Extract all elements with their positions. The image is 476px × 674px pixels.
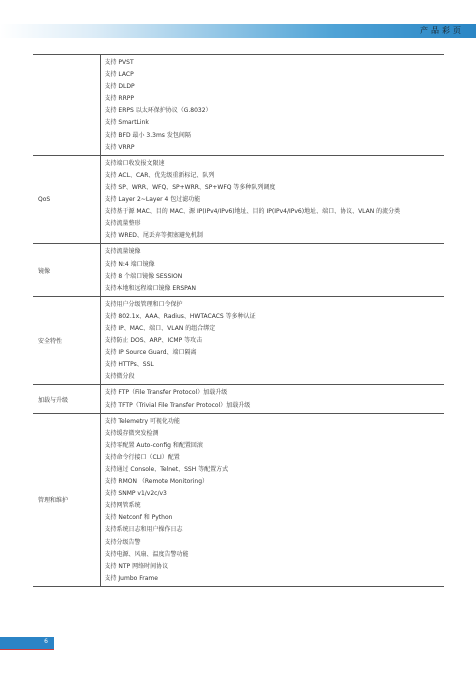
- spec-row: [33, 155, 444, 244]
- feature-list: [100, 244, 444, 296]
- feature-item: 支持用户分级管理和口令保护: [104, 300, 183, 308]
- category-label: 加载与升级: [33, 385, 100, 413]
- feature-item: 支持网管系统: [104, 502, 141, 510]
- feature-item: 支持本地和远程端口镜像 ERSPAN: [104, 284, 197, 292]
- category-label: QoS: [33, 155, 100, 244]
- feature-item: 支持 LACP: [104, 71, 134, 79]
- feature-item: 支持 Telemetry 可视化功能: [104, 417, 180, 425]
- category-label: 镜像: [33, 244, 100, 296]
- spec-row: [33, 413, 444, 586]
- feature-item: 支持通过 Console、Telnet、SSH 等配置方式: [104, 466, 229, 473]
- category-label: 管理和维护: [33, 413, 100, 586]
- header-bar: [0, 24, 476, 38]
- feature-item: 支持 ERPS 以太环保护协议（G.8032）: [104, 107, 212, 115]
- feature-item: 支持 RMON （Remote Monitoring）: [104, 478, 209, 486]
- header-title: 产品彩页: [420, 26, 464, 35]
- feature-list: [100, 55, 444, 156]
- feature-item: 支持 SNMP v1/v2c/v3: [104, 490, 167, 498]
- feature-item: 支持 SmartLink: [104, 119, 149, 127]
- feature-list: [100, 385, 444, 413]
- feature-item: 支持 WRED、尾丢弃等拥塞避免机制: [104, 232, 203, 240]
- feature-item: 支持流量整形: [104, 220, 141, 228]
- feature-item: 支持 NTP 网络时间协议: [104, 562, 169, 570]
- feature-item: 支持分级告警: [104, 538, 141, 546]
- feature-item: 支持端口收发报文限速: [104, 159, 165, 167]
- spec-row: [33, 244, 444, 296]
- spec-row: [33, 55, 444, 156]
- feature-list: [100, 155, 444, 244]
- feature-item: 支持 Netconf 和 Python: [104, 514, 173, 522]
- feature-item: 支持 IP Source Guard、端口隔离: [104, 349, 197, 357]
- feature-item: 支持 8 个端口镜像 SESSION: [104, 272, 183, 280]
- spec-row: [33, 296, 444, 385]
- feature-item: 支持 Layer 2~Layer 4 包过滤功能: [104, 196, 201, 204]
- feature-list: [100, 296, 444, 385]
- feature-item: 支持系统日志和用户操作日志: [104, 526, 183, 534]
- feature-item: 支持命令行接口（CLI）配置: [104, 453, 180, 461]
- feature-item: 支持流量镜像: [104, 248, 141, 256]
- feature-item: 支持 ACL、CAR、优先级重新标记、队列: [104, 171, 215, 179]
- feature-list: [100, 413, 444, 586]
- feature-item: 支持基于源 MAC、目的 MAC、源 IP(IPv4/IPv6)地址、目的 IP(IPv4/IPv6)地址、端口、协议、VLAN 的流分类: [104, 208, 401, 216]
- feature-item: 支持微分段: [104, 373, 135, 381]
- feature-item: 支持缓存微突发检测: [104, 429, 159, 437]
- feature-item: 支持 FTP（File Transfer Protocol）加载升级: [104, 389, 228, 397]
- spec-table: [33, 54, 444, 587]
- feature-item: 支持 VRRP: [104, 143, 135, 151]
- feature-item: 支持 BFD 最小 3.3ms 发包间隔: [104, 131, 191, 139]
- feature-item: 支持 TFTP（Trivial File Transfer Protocol）加载升级: [104, 401, 251, 409]
- feature-item: 支持 802.1x、AAA、Radius、HWTACACS 等多种认证: [104, 312, 256, 320]
- category-label: [33, 55, 100, 156]
- feature-item: 支持 RRPP: [104, 95, 134, 103]
- spec-row: [33, 385, 444, 413]
- category-label: 安全特性: [33, 296, 100, 385]
- badge-underline: [0, 649, 54, 650]
- feature-item: 支持 SP、WRR、WFQ、SP+WRR、SP+WFQ 等多种队列调度: [104, 183, 276, 191]
- feature-item: 支持 N:4 端口镜像: [104, 260, 155, 268]
- feature-item: 支持 Jumbo Frame: [104, 574, 158, 582]
- feature-item: 支持 HTTPs、SSL: [104, 361, 154, 369]
- feature-item: 支持电源、风扇、温度告警功能: [104, 550, 189, 558]
- page-number: 6: [44, 638, 48, 645]
- feature-item: 支持 PVST: [104, 59, 134, 66]
- feature-item: 支持零配置 Auto-config 和配置回滚: [104, 441, 203, 449]
- feature-item: 支持 IP、MAC、端口、VLAN 的组合绑定: [104, 324, 216, 332]
- feature-item: 支持 DLDP: [104, 83, 135, 91]
- page-badge: [0, 637, 54, 649]
- feature-item: 支持防止 DOS、ARP、ICMP 等攻击: [104, 337, 203, 345]
